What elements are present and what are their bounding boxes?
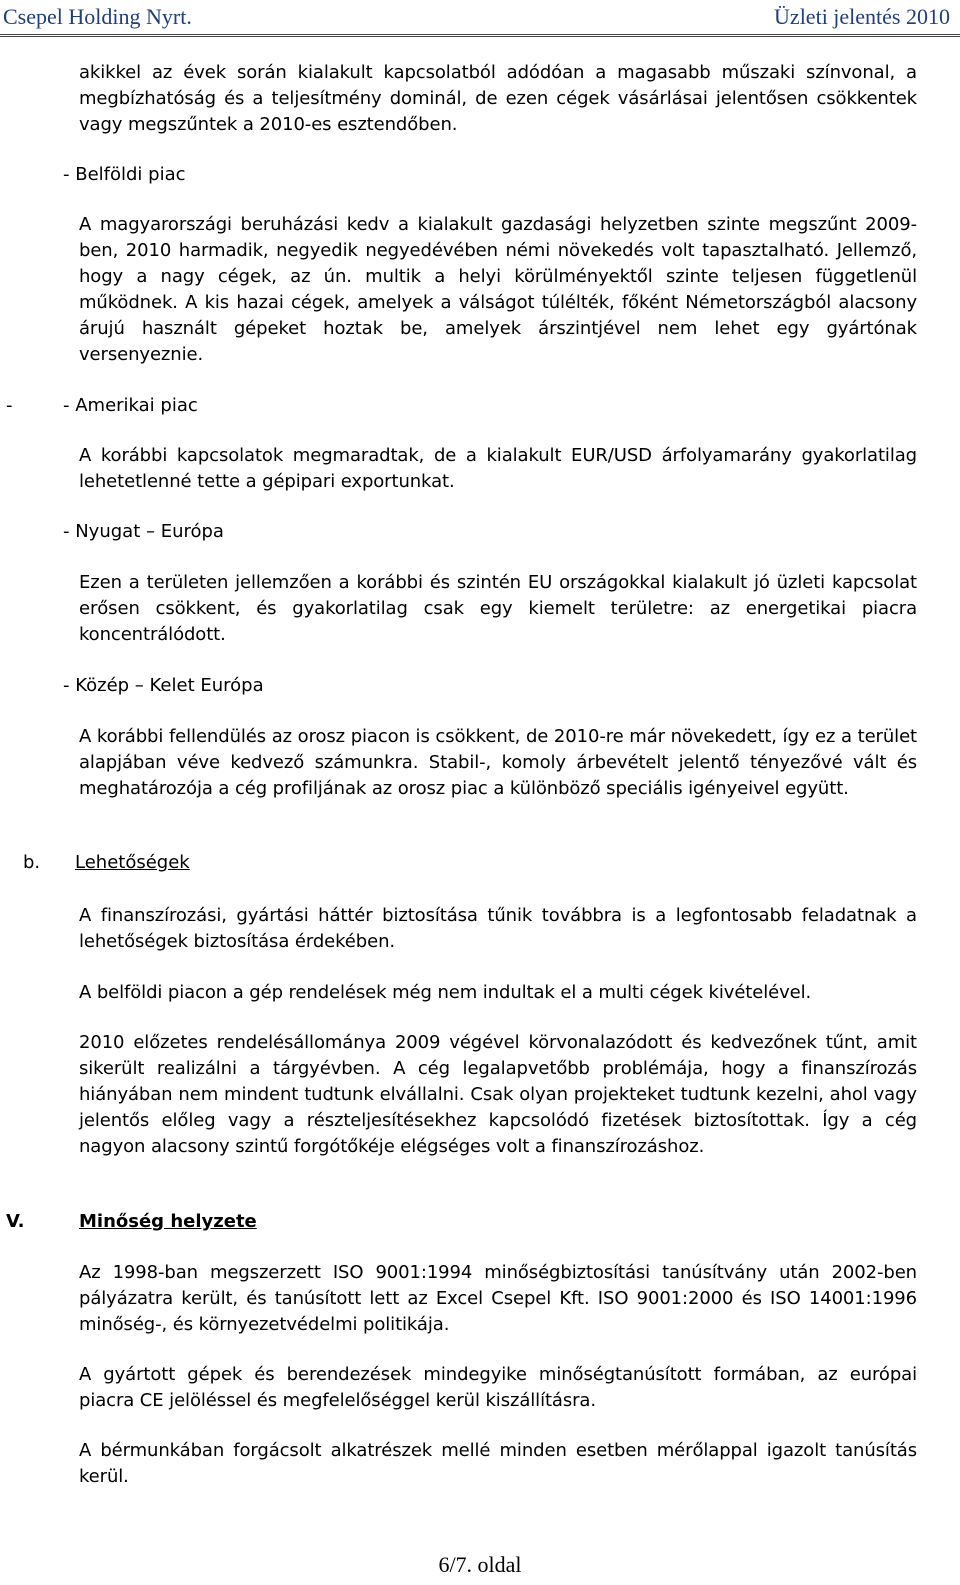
section-b-marker: b. (23, 852, 41, 873)
section-b-title: Lehetőségek (75, 852, 190, 873)
paragraph-rendelesallomany: 2010 előzetes rendelésállománya 2009 végével körvonalazódott és kedvezőnek tűnt, amit sikerült realizálni a tárgyévben. A cég legalapvetőbb problémája, hogy a finanszírozás hiányában nem mindent tudtunk elvállalni. Csak olyan projekteket tudtunk kezelni, ahol vagy jelentős előleg vagy a részteljesítésekhez kapcsolódó fizetések biztosítottak. Így a cég nagyon alacsony szintű forgótőkéje elégséges volt a finanszírozáshoz. (79, 1032, 917, 1157)
paragraph-bermunka: A bérmunkában forgácsolt alkatrészek mellé minden esetben mérőlappal igazolt tanúsítás kerül. (79, 1440, 917, 1487)
paragraph-amerikai: A korábbi kapcsolatok megmaradtak, de a kialakult EUR/USD árfolyamarány gyakorlatilag lehetetlenné tette a gépipari exportunkat. (79, 445, 917, 492)
paragraph-finanszirozas: A finanszírozási, gyártási háttér biztosítása tűnik továbbra is a legfontosabb feladatnak a lehetőségek biztosítása érdekében. (79, 905, 917, 952)
paragraph-nyugat: Ezen a területen jellemzően a korábbi és szintén EU országokkal kialakult jó üzleti kapcsolat erősen csökkent, és gyakorlatilag csak egy kiemelt területre: az energetikai piacra koncentrálódott. (79, 572, 917, 645)
list-dash: - (6, 395, 13, 416)
heading-kozep-kelet-europa: - Közép – Kelet Európa (63, 675, 264, 696)
heading-belfoldi-piac: - Belföldi piac (63, 164, 186, 185)
page-header (0, 0, 960, 36)
heading-nyugat-europa: - Nyugat – Európa (63, 521, 224, 542)
report-title: Üzleti jelentés 2010 (774, 4, 950, 29)
company-name: Csepel Holding Nyrt. (3, 4, 192, 29)
page-number: 6/7. oldal (438, 1552, 522, 1577)
paragraph-ce: A gyártott gépek és berendezések mindegyike minőségtanúsított formában, az európai piacra CE jelöléssel és megfelelőséggel kerül kiszállításra. (79, 1364, 917, 1411)
header-divider (0, 34, 960, 37)
paragraph-belfoldi: A magyarországi beruházási kedv a kialakult gazdasági helyzetben szinte megszűnt 2009-ben, 2010 harmadik, negyedik negyedévében némi növekedés volt tapasztalható. Jellemző, hogy a nagy cégek, az ún. multik a helyi körülményektől szinte teljesen függetlenül működnek. A kis hazai cégek, amelyek a válságot túlélték, főként Németországból alacsony árujú használt gépeket hoztak be, amelyek árszintjével nem lehet egy gyártónak versenyeznie. (79, 214, 917, 365)
paragraph-iso: Az 1998-ban megszerzett ISO 9001:1994 minőségbiztosítási tanúsítvány után 2002-ben pályázatra került, és tanúsított lett az Excel Csepel Kft. ISO 9001:2000 és ISO 14001:1996 minőség-, és környezetvédelmi politikája. (79, 1262, 917, 1335)
paragraph-kozep-kelet: A korábbi fellendülés az orosz piacon is csökkent, de 2010-re már növekedett, így ez a terület alapjában véve kedvező számunkra. Stabil-, komoly árbevételt jelentő tényezővé vált és meghatározója a cég profiljának az orosz piac a különböző speciális igényeivel együtt. (79, 726, 917, 799)
paragraph-intro: akikkel az évek során kialakult kapcsolatból adódóan a magasabb műszaki színvonal, a megbízhatóság és a teljesítmény dominál, de ezen cégek vásárlásai jelentősen csökkentek vagy megszűntek a 2010-es esztendőben. (79, 62, 917, 135)
heading-amerikai-piac: - Amerikai piac (63, 395, 198, 416)
paragraph-belfoldi-rendelesek: A belföldi piacon a gép rendelések még nem indultak el a multi cégek kivételével. (79, 982, 812, 1003)
section-v-title: Minőség helyzete (79, 1211, 257, 1232)
section-v-marker: V. (6, 1211, 25, 1232)
